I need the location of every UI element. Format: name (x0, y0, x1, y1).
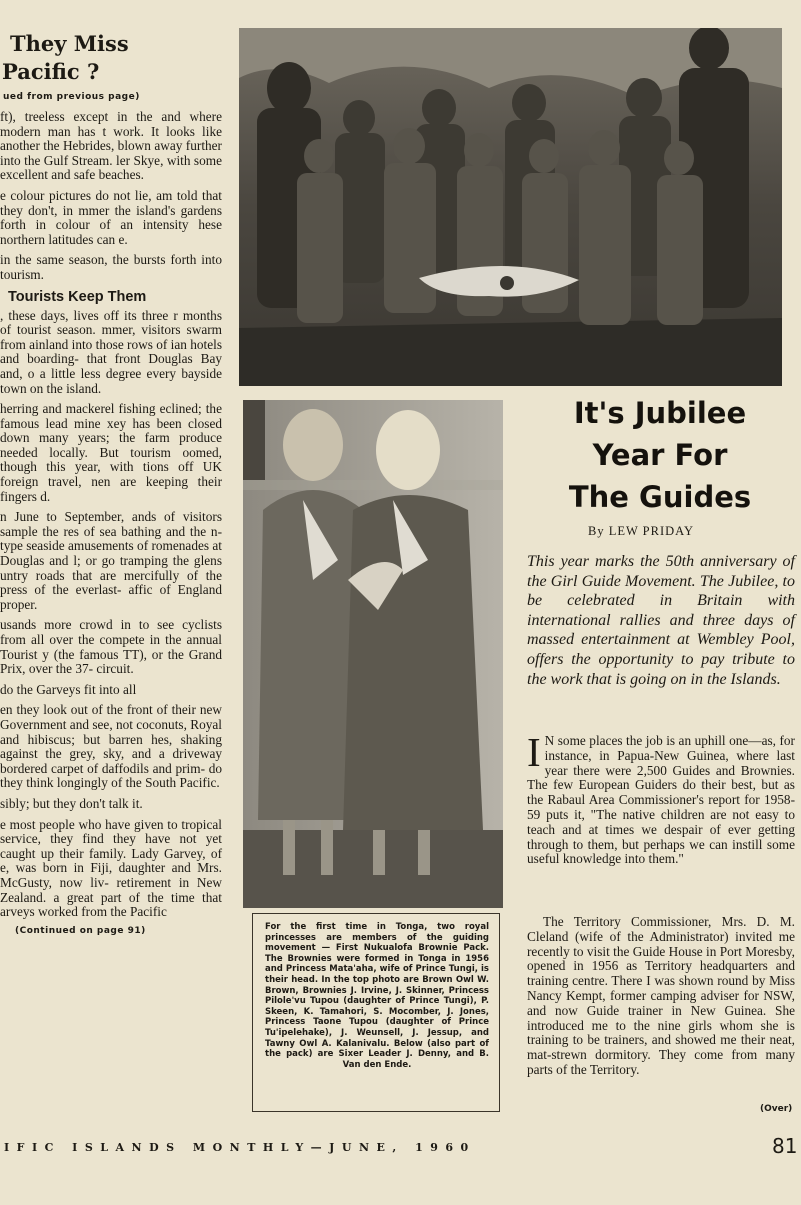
headline-line1: It's Jubilee (573, 396, 747, 430)
left-paragraph: e colour pictures do not lie, am told that they don't, in mmer the island's gardens forth in colour of an intensity hese northern latitudes can e. (0, 187, 222, 247)
group-photo-image (239, 28, 782, 386)
left-title-line1: They Miss (10, 31, 129, 56)
photo-caption: For the first time in Tonga, two royal princesses are members of the guiding movement — First Nukualofa Brownie Pack. The Brownies were formed in Tonga in 1956 and Princess Mata'aha, wife of Prince Tungi, is their head. In the top photo are Brown Owl W. Brown, Brownies J. Irvine, J. Skinner, Princess Pilole'vu Tupou (daughter of Prince Tungi), P. Skeen, K. Tamahori, S. Mocomber, J. Jones, Princess Taone Tupou (daughter of Prince Tu'ipelehake), J. Weunsell, J. Jessup, and Tawny Owl A. Kalanivalu. Below (also part of the pack) are Sixer Leader J. Denny, and B. Van den Ende. (252, 913, 500, 1112)
left-paragraph: e most people who have given to tropical service, they find they have not yet caught up their family. Lady Garvey, of e, was born in Fiji, daughter and Mrs. McGusty, now liv- retirement in New Zealand. a great part of the time that arveys worked from the Pacific (0, 816, 222, 920)
two-girls-image (243, 400, 503, 908)
left-paragraph: herring and mackerel fishing eclined; the famous lead mine xey has been closed down many years; the farm produce needed locally. But tourism oomed, though this year, with tions off UK foreign travel, nen are keeping their fingers d. (0, 401, 222, 504)
left-paragraph: sibly; but they don't talk it. (0, 795, 143, 811)
left-title-line2: Pacific ? (2, 59, 100, 84)
left-article (0, 30, 222, 936)
left-subhead: Tourists Keep Them (8, 288, 147, 305)
left-paragraph: do the Garveys fit into all (0, 681, 137, 697)
article-paragraph-1 (527, 729, 795, 867)
left-paragraph: , these days, lives off its three r months of tourist season. mmer, visitors swarm from ainland into those rows of ian hotels and boarding- that front Douglas Bay and, o a little less degree every bayside town on the island. (0, 307, 222, 396)
two-girls-photo (243, 400, 503, 908)
byline: By LEW PRIDAY (588, 524, 695, 538)
page-footer (0, 1134, 801, 1164)
headline-line3: The Guides (568, 480, 752, 514)
article-intro: This year marks the 50th anniversary of the Girl Guide Movement. The Jubilee, to be celebrated in Britain with international rallies and three days of massed entertainment at Wembley Pool, offers the opportunity to pay tribute to the work that is going on in the Islands. (527, 553, 795, 688)
running-title: IFIC ISLANDS MONTHLY—JUNE, 1960 (4, 1141, 476, 1154)
left-paragraph: usands more crowd in to see cyclists from all over the compete in the annual Tourist y (the famous TT), or the Grand Prix, over the 37- circuit. (0, 617, 222, 677)
drop-cap: I (527, 729, 541, 775)
article-paragraph-2: The Territory Commissioner, Mrs. D. M. Cleland (wife of the Administrator) invited me recently to visit the Guide House in Port Moresby, opened in 1956 as Territory headquarters and training centre. There I was shown round by Miss Nancy Kempt, former camping adviser for NSW, and now Guide trainer in New Guinea. She introduced me to the nine girls whom she is training to be trainers, and showed me their neat, mat-strewn dormitory. They come from many parts of the Territory. (527, 914, 795, 1077)
article-headline (555, 392, 765, 518)
left-paragraph: ft), treeless except in the and where modern man has t work. It looks like another the Hebrides, blown away further into the Gulf Stream. ler Skye, with some excellent and safe beaches. (0, 109, 222, 183)
continued-from-note: ued from previous page) (3, 92, 140, 102)
over-note: (Over) (760, 1104, 793, 1114)
paragraph-1-text: N some places the job is an uphill one—as, for instance, in Papua-New Guinea, where last year there were 2,500 Guides and Brownies. The few European Guiders do their best, but as the Rabaul Area Commissioner's report for 1958-59 puts it, "The native children are not easy to teach and at times we despair of ever getting through to them, but perhaps we can instill some useful knowledge into them." (527, 733, 795, 867)
top-group-photo (239, 28, 782, 386)
left-paragraph: en they look out of the front of their new Government and see, not coconuts, Royal and hibiscus; but barren hes, shaking against the grey, sky, and a driveway bordered carpet of daffodils and prim- do they think longingly of the South Pacific. (0, 702, 222, 791)
left-paragraph: in the same season, the bursts forth into tourism. (0, 252, 222, 282)
headline-line2: Year For (592, 438, 728, 472)
page-number: 81 (772, 1134, 798, 1158)
left-paragraph: n June to September, ands of visitors sample the res of sea bathing and the n-type seaside amusements of romenades at Douglas and l; or go tramping the glens untry roads that are mercifully of the press of the everlast- affic of England proper. (0, 509, 222, 612)
continued-on-note: (Continued on page 91) (15, 925, 146, 936)
